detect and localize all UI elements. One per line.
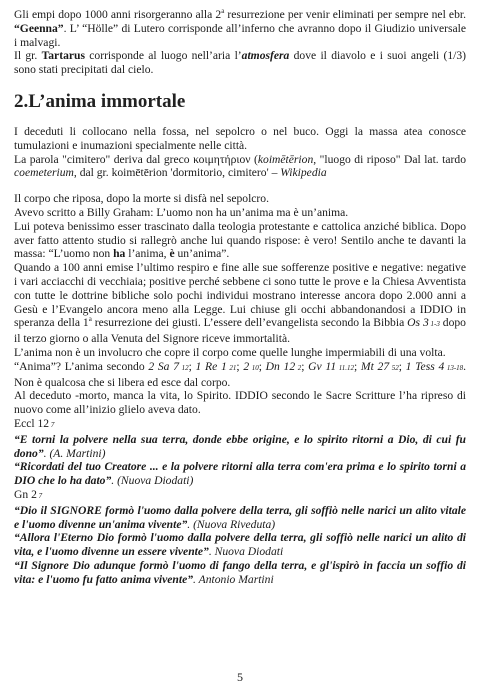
ref-osea: Os 3 [407, 316, 429, 330]
paragraph-anima-refs [14, 360, 466, 390]
term-geenna: “Geenna” [14, 21, 64, 35]
superscript: a [221, 7, 225, 16]
superscript: a [88, 315, 92, 324]
quote-source: . (Nuova Diodati) [111, 474, 194, 488]
ref-ecclesiaste [14, 417, 466, 433]
ref-verse: 11.12 [336, 363, 354, 372]
paragraph-involucro: L’anima non è un involucro che copre il corpo come quelle lunghe impermiabili di una volta. [14, 345, 446, 359]
ref: Gv 11 [308, 359, 337, 373]
ref: 2 [243, 359, 250, 373]
emphasis-ha: ha [113, 247, 126, 261]
separator: ; [353, 359, 361, 373]
section-heading: 2.L’anima immortale [14, 90, 186, 112]
separator: ; [236, 359, 244, 373]
quote-source: . Antonio Martini [193, 572, 274, 586]
paragraph-empi [14, 8, 466, 49]
term-tartarus: Tartarus [41, 49, 85, 63]
source-wikipedia: Wikipedia [280, 166, 327, 180]
ref-genesi [14, 488, 466, 504]
quote-source: . (Nuova Riveduta) [187, 517, 276, 531]
text: Lui poteva benissimo esser trascinato dalla teologia protestante e cattolica anziché biblica. Dopo aver fatto attento studio si rallegrò anche lui quando rispose: è vero! Sentilo anche te davanti la massa: “L’uomo non [14, 219, 466, 261]
term-coemeterium: coemeterium [14, 166, 74, 180]
text: . Non è qualcosa che si libera ed esce dal corpo. [14, 359, 467, 389]
ref: 2 Sa 7 [148, 359, 179, 373]
quote-text: “Ricordati del tuo Creatore ... e la polvere ritorni alla terra com'era prima e lo spirito torni a DIO che lo ha dato” [14, 460, 466, 488]
emphasis-e: è [169, 247, 175, 261]
quote-text: “Dio il SIGNORE formò l'uomo dalla polvere della terra, gli soffiò nelle narici un alito vitale e l'uomo divenne un'anima vivente” [14, 503, 466, 531]
ref-verse: 12 [179, 363, 189, 372]
text: Il gr. [14, 49, 42, 63]
quote-diodati-eccl [14, 460, 466, 488]
separator: ; [301, 359, 309, 373]
text: Gli empi dopo 1000 anni risorgeranno alla 2 [14, 8, 222, 21]
quote-diodati-gn [14, 531, 466, 559]
ref-verse: 7 [36, 491, 43, 500]
quote-riveduta-gn [14, 504, 466, 532]
ref-verse: 52 [389, 363, 399, 372]
separator: ; [188, 359, 196, 373]
page-number: 5 [237, 670, 243, 684]
text: , "luogo di riposo" Dal lat. tardo [313, 152, 466, 166]
text: La parola "cimitero" deriva dal greco κοιμητήριον ( [14, 152, 258, 166]
ref: Dn 12 [265, 359, 296, 373]
paragraph-teologia [14, 220, 466, 261]
term-atmosfera: atmosfera [241, 49, 290, 63]
paragraph-deceduti: I deceduti li collocano nella fossa, nel sepolcro o nel buco. Oggi la massa atea conosce tumulazioni e inumazioni specialmente nelle città. [14, 124, 466, 152]
paragraph-billy-graham: Avevo scritto a Billy Graham: L’uomo non ha un’anima ma è un’anima. [14, 205, 349, 219]
text: corrisponde al luogo nell’aria l’ [84, 49, 242, 63]
ref-verse: 13-18 [444, 363, 464, 372]
text: un’anima”. [174, 247, 230, 261]
ref: Mt 27 [360, 359, 390, 373]
quote-text: “Il Signore Dio adunque formò l'uomo di fango della terra, e gl'ispirò in faccia un soffio di vita: e l'uomo fu fatto anima vivente” [14, 558, 466, 586]
ref: Eccl 12 [14, 416, 50, 430]
ref-verse: 7 [49, 420, 55, 429]
paragraph-cento-anni [14, 261, 466, 346]
text: “Anima”? L’anima secondo [14, 359, 149, 373]
quote-martini-eccl [14, 433, 466, 461]
ref-verse: 21 [226, 363, 237, 372]
quote-source: . (A. Martini) [43, 446, 106, 460]
paragraph-corpo: Il corpo che riposa, dopo la morte si disfà nel sepolcro. [14, 192, 269, 206]
text: . L’ “Hölle” di Lutero corrisponde all’inferno che avranno dopo il Giudizio universale i malvagi. [14, 21, 466, 49]
text: resurrezione per venir eliminati per sempre nel ebr. [224, 8, 466, 21]
quote-source: . Nuova Diodati [208, 545, 284, 559]
ref: Gn 2 [14, 487, 37, 501]
text: , dal gr. koimētērion 'dormitorio, cimitero' – [73, 166, 281, 180]
ref-verse: 2 [295, 363, 302, 372]
text: l’anima, [125, 247, 170, 261]
ref-verse: 10 [249, 363, 259, 372]
paragraph-cimitero [14, 153, 466, 181]
quote-text: “E torni la polvere nella sua terra, donde ebbe origine, e lo spirito ritorni a Dio, di cui fu dono” [14, 432, 466, 460]
paragraph-deceduto: Al deceduto -morto, manca la vita, lo Spirito. IDDIO secondo le Sacre Scritture l’ha ripreso di nuovo come all’inizio glielo aveva dato. [14, 389, 466, 417]
text: dopo il terzo giorno o alla Venuta del Signore riceve immortalità. [14, 316, 466, 346]
ref: 1 Re 1 [195, 359, 227, 373]
quote-martini-gn [14, 559, 466, 587]
separator: ; [398, 359, 406, 373]
text: Quando a 100 anni emise l’ultimo respiro e fine alle sue sofferenze positive e negative: negative i vari acciacchi di vecchiaia; positive perché sebbene ci sono tutte le prove e la Chiesa Avventista con tutte le dottrine bibliche solo pochi individui mostrano interesse ancora dopo 2.000 anni a Gesù e l’Evangelo ancora meno alla Legge. Lui chiuse gli occhi abbandonandosi a IDDIO in speranza della 1 [14, 261, 466, 330]
text: resurrezione dei giusti. L’essere dell’evangelista secondo la Bibbia [91, 316, 408, 330]
quote-text: “Allora l'Eterno Dio formò l'uomo dalla polvere della terra, gli soffiò nelle narici un alito di vita, e l'uomo divenne un essere vivente” [14, 531, 466, 559]
text: dove il diavolo e i suoi angeli (1/3) sono stati precipitati dal cielo. [14, 49, 467, 77]
separator: ; [258, 359, 266, 373]
ref-verse: 1-3 [428, 320, 440, 329]
term-koimeterion: koimētērion [257, 152, 314, 166]
ref: 1 Tess 4 [405, 359, 445, 373]
paragraph-tartarus [14, 49, 466, 77]
